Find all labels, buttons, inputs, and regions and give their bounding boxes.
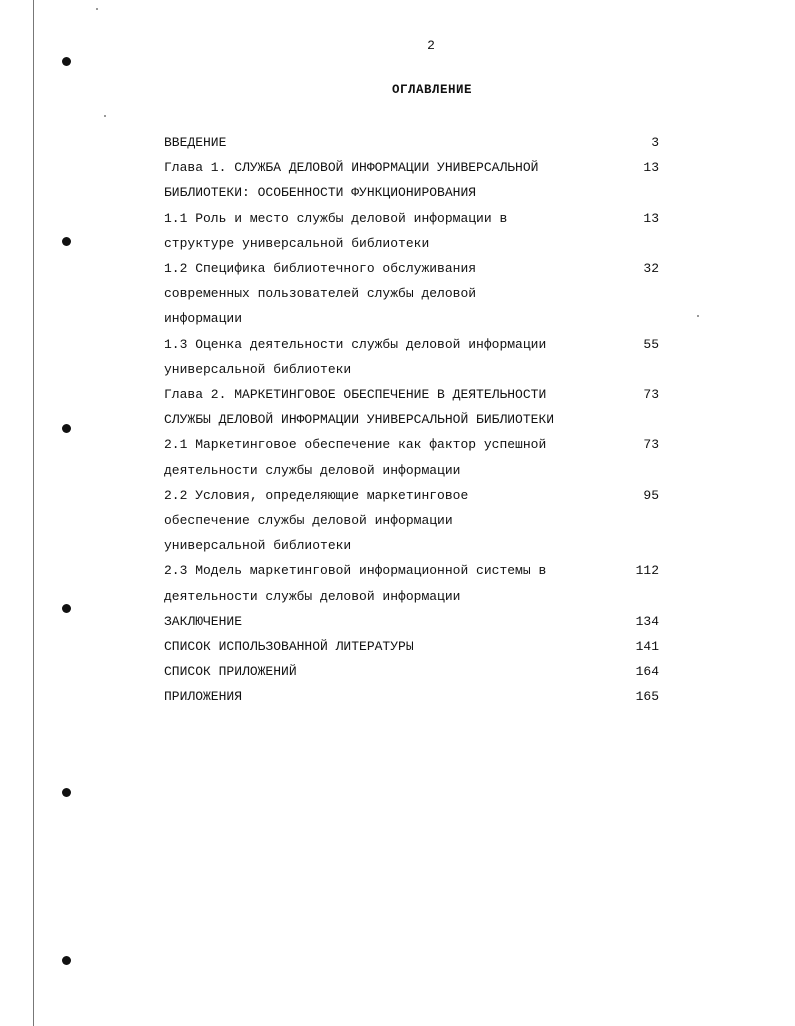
table-of-contents — [164, 130, 664, 710]
toc-entry-page: 134 — [635, 613, 659, 629]
margin-line — [33, 0, 34, 1026]
scan-speck — [96, 8, 98, 10]
toc-entry-conclusion[interactable] — [164, 609, 664, 634]
toc-entry-line: современных пользователей службы деловой — [164, 286, 477, 302]
toc-entry-line: деятельности службы деловой информации — [164, 588, 461, 604]
toc-entry-appendix-list[interactable] — [164, 659, 664, 684]
toc-entry-page: 3 — [651, 135, 659, 150]
toc-entry-line: ПРИЛОЖЕНИЯ — [164, 689, 243, 705]
toc-entry-line: 2.1 Маркетинговое обеспечение как фактор успешной — [164, 437, 547, 453]
toc-entry-section-2-1[interactable] — [164, 432, 664, 482]
toc-entry-line: СЛУЖБЫ ДЕЛОВОЙ ИНФОРМАЦИИ УНИВЕРСАЛЬНОЙ БИБЛИОТЕКИ — [164, 412, 555, 428]
toc-entry-page: 13 — [643, 160, 659, 176]
toc-entry-line: БИБЛИОТЕКИ: ОСОБЕННОСТИ ФУНКЦИОНИРОВАНИЯ — [164, 185, 477, 201]
punch-hole — [62, 57, 71, 66]
toc-entry-line: 1.3 Оценка деятельности службы деловой информации — [164, 336, 547, 352]
toc-entry-line: 2.2 Условия, определяющие маркетинговое — [164, 487, 469, 503]
toc-entry-page: 165 — [635, 689, 659, 705]
toc-entry-line: Глава 2. МАРКЕТИНГОВОЕ ОБЕСПЕЧЕНИЕ В ДЕЯТЕЛЬНОСТИ — [164, 387, 547, 403]
toc-entry-line: обеспечение службы деловой информации — [164, 513, 453, 529]
toc-entry-page: 32 — [643, 261, 659, 277]
toc-entry-appendices[interactable] — [164, 684, 664, 709]
toc-entry-section-1-2[interactable] — [164, 256, 664, 332]
toc-entry-line: 1.2 Специфика библиотечного обслуживания — [164, 261, 477, 277]
toc-entry-line: структуре универсальной библиотеки — [164, 235, 430, 251]
toc-entry-page: 55 — [643, 336, 659, 352]
toc-entry-section-1-3[interactable] — [164, 332, 664, 382]
toc-entry-page: 164 — [635, 664, 659, 680]
toc-title: ОГЛАВЛЕНИЕ — [391, 83, 472, 97]
punch-hole — [62, 604, 71, 613]
punch-hole — [62, 788, 71, 797]
toc-entry-page: 13 — [643, 210, 659, 226]
scan-speck — [104, 115, 106, 117]
scan-speck — [697, 315, 699, 317]
toc-entry-section-2-3[interactable] — [164, 558, 664, 608]
toc-entry-page: 73 — [643, 387, 659, 403]
page-number: 2 — [427, 38, 435, 53]
toc-entry-line: Глава 1. СЛУЖБА ДЕЛОВОЙ ИНФОРМАЦИИ УНИВЕРСАЛЬНОЙ — [164, 160, 539, 176]
toc-entry-page: 141 — [635, 639, 659, 655]
toc-entry-page: 73 — [643, 437, 659, 453]
toc-entry-section-1-1[interactable] — [164, 206, 664, 256]
punch-hole — [62, 424, 71, 433]
toc-entry-line: универсальной библиотеки — [164, 538, 352, 554]
punch-hole — [62, 237, 71, 246]
toc-entry-chapter-1[interactable] — [164, 155, 664, 205]
toc-entry-page: 95 — [643, 487, 659, 503]
toc-entry-page: 112 — [635, 563, 659, 579]
toc-entry-line: СПИСОК ИСПОЛЬЗОВАННОЙ ЛИТЕРАТУРЫ — [164, 639, 414, 655]
toc-entry-line: ЗАКЛЮЧЕНИЕ — [164, 613, 243, 629]
toc-entry-line: ВВЕДЕНИЕ — [164, 135, 227, 150]
toc-entry-introduction[interactable] — [164, 130, 664, 155]
toc-entry-line: деятельности службы деловой информации — [164, 462, 461, 478]
toc-entry-bibliography[interactable] — [164, 634, 664, 659]
toc-entry-line: универсальной библиотеки — [164, 361, 352, 377]
toc-entry-line: 2.3 Модель маркетинговой информационной системы в — [164, 563, 547, 579]
toc-entry-section-2-2[interactable] — [164, 483, 664, 559]
toc-entry-chapter-2[interactable] — [164, 382, 664, 432]
toc-entry-line: 1.1 Роль и место службы деловой информации в — [164, 210, 508, 226]
toc-entry-line: СПИСОК ПРИЛОЖЕНИЙ — [164, 664, 297, 680]
punch-hole — [62, 956, 71, 965]
toc-entry-line: информации — [164, 311, 243, 327]
